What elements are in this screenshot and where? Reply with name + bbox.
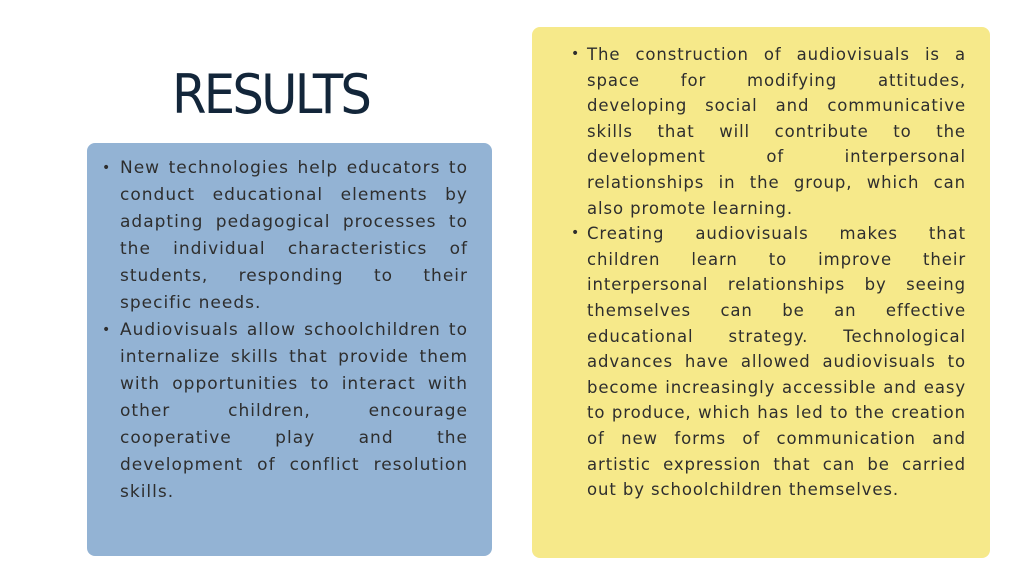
bullet-icon: • [102,322,112,338]
bullet-text: Creating audiovisuals makes that children learn to improve their interpersonal relationships by seeing themselves can be an effective educational strategy. Technological advances have allowed audiovisuals to become increasingly accessible and easy to produce, which has led to the creation of new forms of communication and artistic expression that can be carried out by schoolchildren themselves. [587,224,966,500]
left-bullet-list [102,155,468,506]
results-right-box [532,27,990,558]
list-item [102,317,468,506]
slide-title: RESULTS [172,63,370,126]
bullet-icon: • [102,160,112,176]
bullet-text: New technologies help educators to conduct educational elements by adapting pedagogical processes to the individual characteristics of students, responding to their specific needs. [120,158,468,313]
list-item [571,221,966,503]
list-item [571,42,966,221]
bullet-icon: • [571,225,581,242]
right-bullet-list [571,42,966,503]
bullet-text: The construction of audiovisuals is a space for modifying attitudes, developing social and communicative skills that will contribute to the development of interpersonal relationships in the group, which can also promote learning. [587,45,966,218]
bullet-icon: • [571,46,581,62]
bullet-text: Audiovisuals allow schoolchildren to internalize skills that provide them with opportunities to interact with other children, encourage cooperative play and the development of conflict resolution skills. [120,320,468,502]
list-item [102,155,468,317]
results-left-box [87,143,492,556]
